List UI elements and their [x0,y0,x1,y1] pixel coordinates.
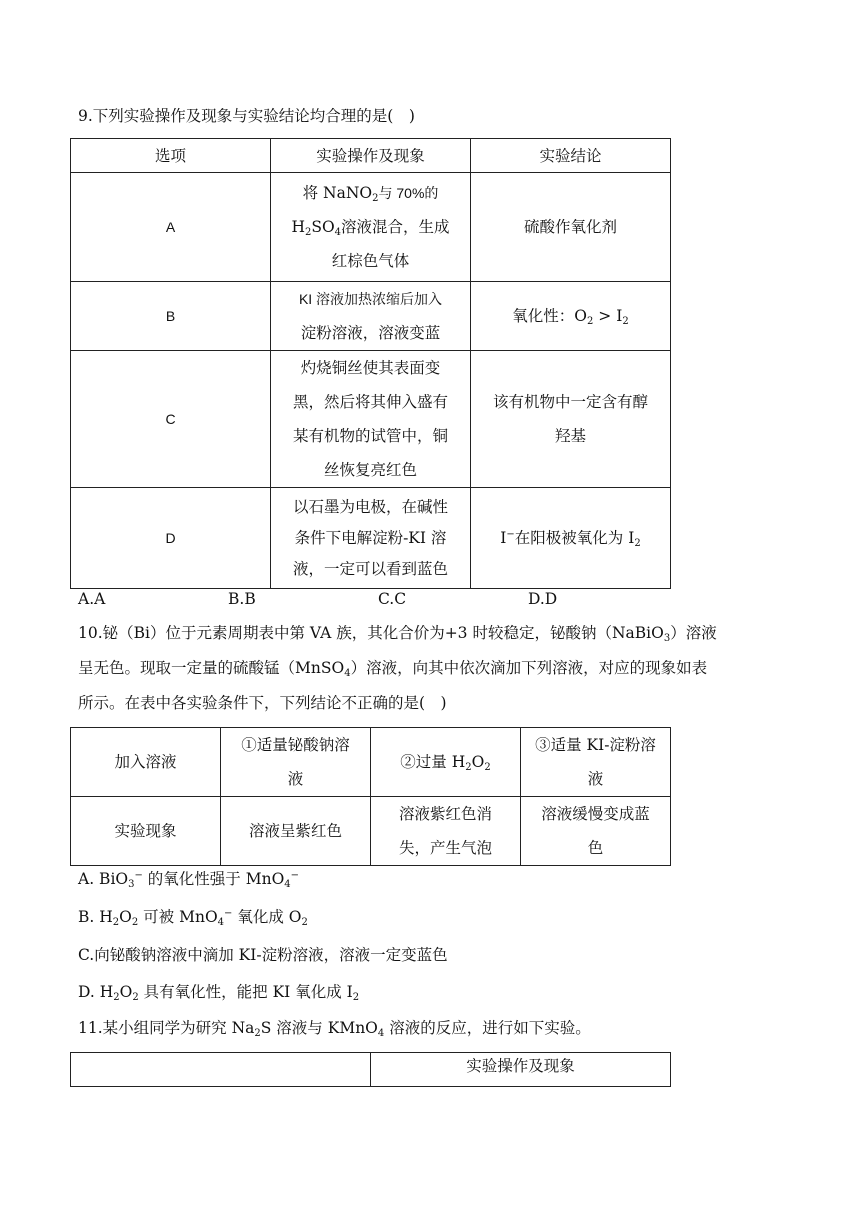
table-row [71,173,671,282]
q10-table [70,727,671,866]
q10-result-2: 溶液紫红色消 失，产生气泡 [371,797,521,866]
q9-row-c-operation: 灼烧铜丝使其表面变 黑，然后将其伸入盛有 某有机物的试管中，铜 丝恢复亮红色 [271,351,471,488]
q9-option-a[interactable]: A.A [78,590,106,608]
q9-header-conclusion: 实验结论 [471,139,671,173]
q10-label-phenomenon: 实验现象 [71,797,221,866]
q11-header-empty [71,1053,371,1087]
q10-line3: 所示。在表中各实验条件下，下列结论不正确的是( ) [78,694,447,712]
q9-row-d-operation: 以石墨为电极，在碱性 条件下电解淀粉-KI 溶 液，一定可以看到蓝色 [271,488,471,589]
q9-option-d[interactable]: D.D [528,590,558,608]
table-row [71,728,671,797]
q10-reagent-2: ②过量 $H_2O_2$ [371,728,521,797]
q10-option-b[interactable]: B. $H_2O_2$ 可被 MnO$_4$− 氧化成 $O_2$ [78,908,308,928]
q9-row-a-operation: 将 NaNO$_2$与 70%的 $H_2SO_4$溶液混合，生成 红棕色气体 [271,173,471,282]
q10-result-3: 溶液缓慢变成蓝 色 [521,797,671,866]
q10-option-c[interactable]: C.向铋酸钠溶液中滴加 KI-淀粉溶液，溶液一定变蓝色 [78,946,448,964]
q9-row-c-option: C [71,351,271,488]
q9-header-operation: 实验操作及现象 [271,139,471,173]
table-row [71,488,671,589]
q9-row-b-conclusion: 氧化性：$O_2 > I_2$ [471,282,671,351]
q9-option-b[interactable]: B.B [228,590,256,608]
q11-table [70,1052,671,1087]
q9-row-b-option: B [71,282,271,351]
q9-option-c[interactable]: C.C [378,590,407,608]
q9-row-a-option: A [71,173,271,282]
q9-row-a-conclusion: 硫酸作氧化剂 [471,173,671,282]
q9-table [70,138,671,589]
table-row [71,282,671,351]
q9-row-b-operation: KI 溶液加热浓缩后加入 淀粉溶液，溶液变蓝 [271,282,471,351]
q10-reagent-1: ①适量铋酸钠溶 液 [221,728,371,797]
q10-reagent-3: ③适量 KI-淀粉溶 液 [521,728,671,797]
q10-option-a[interactable]: A. BiO$_3$− 的氧化性强于 MnO$_4$− [78,870,300,890]
q9-row-d-option: D [71,488,271,589]
q10-result-1: 溶液呈紫红色 [221,797,371,866]
q10-line1: 10.铋（Bi）位于元素周期表中第 VA 族，其化合价为+3 时较稳定，铋酸钠（NaBiO$_3$）溶液 [78,624,717,644]
q9-row-d-conclusion: I−在阳极被氧化为 $I_2$ [471,488,671,589]
q10-label-added: 加入溶液 [71,728,221,797]
table-row [71,1053,671,1087]
table-row [71,351,671,488]
q10-option-d[interactable]: D. $H_2O_2$ 具有氧化性，能把 KI 氧化成 $I_2$ [78,983,360,1003]
q9-title: 9.下列实验操作及现象与实验结论均合理的是( ) [78,107,415,125]
q9-header-option: 选项 [71,139,271,173]
q11-title: 11.某小组同学为研究 $Na_2S$ 溶液与 KMnO$_4$ 溶液的反应，进行如下实验。 [78,1019,591,1039]
table-row [71,797,671,866]
q11-header-operation: 实验操作及现象 [371,1053,671,1087]
q10-line2: 呈无色。现取一定量的硫酸锰（MnSO$_4$）溶液，向其中依次滴加下列溶液，对应的现象如表 [78,659,708,679]
q9-row-c-conclusion: 该有机物中一定含有醇 羟基 [471,351,671,488]
